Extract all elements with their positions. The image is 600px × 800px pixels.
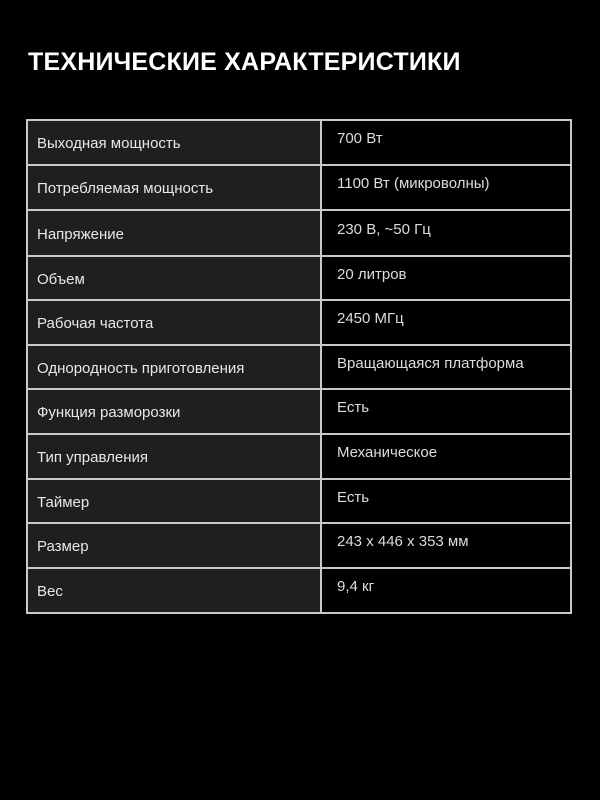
- spec-label-cell: [27, 120, 321, 165]
- spec-label: Однородность приготовления: [37, 359, 245, 377]
- spec-value: 20 литров: [337, 265, 407, 283]
- spec-label: Вес: [37, 583, 63, 600]
- spec-label-cell: [27, 523, 321, 568]
- spec-label-cell: [27, 210, 321, 256]
- spec-label-cell: [27, 165, 321, 210]
- spec-label: Функция разморозки: [37, 404, 181, 421]
- spec-label: Таймер: [37, 493, 90, 511]
- spec-value: 230 В, ~50 Гц: [337, 220, 431, 238]
- spec-label: Размер: [37, 538, 89, 555]
- spec-value: Механическое: [337, 444, 438, 461]
- table-row: [27, 479, 571, 523]
- spec-label: Рабочая частота: [37, 315, 154, 332]
- table-row: [27, 210, 571, 256]
- spec-value-cell: [321, 434, 571, 479]
- spec-label-cell: [27, 300, 321, 345]
- spec-value: 2450 МГц: [337, 310, 404, 327]
- specifications-table: [26, 119, 572, 614]
- spec-label-cell: [27, 568, 321, 613]
- table-row: [27, 345, 571, 389]
- spec-value-cell: [321, 479, 571, 523]
- spec-value: 700 Вт: [337, 130, 383, 147]
- table-row: [27, 165, 571, 210]
- spec-value: 243 x 446 x 353 мм: [337, 533, 469, 550]
- spec-value: Есть: [337, 488, 370, 506]
- spec-value: 1100 Вт (микроволны): [337, 175, 490, 192]
- table-row: [27, 300, 571, 345]
- spec-label-cell: [27, 479, 321, 523]
- table-row: [27, 120, 571, 165]
- spec-value-cell: [321, 345, 571, 389]
- spec-label-cell: [27, 345, 321, 389]
- table-row: [27, 256, 571, 300]
- spec-value: Есть: [337, 399, 370, 416]
- spec-value-cell: [321, 389, 571, 434]
- spec-label: Потребляемая мощность: [37, 180, 214, 197]
- spec-label: Объем: [37, 270, 85, 288]
- spec-label-cell: [27, 434, 321, 479]
- spec-value: 9,4 кг: [337, 578, 375, 595]
- page-title: ТЕХНИЧЕСКИЕ ХАРАКТЕРИСТИКИ: [28, 48, 461, 76]
- spec-label: Напряжение: [37, 225, 124, 243]
- spec-value-cell: [321, 120, 571, 165]
- spec-value-cell: [321, 523, 571, 568]
- spec-label: Тип управления: [37, 449, 148, 466]
- spec-value-cell: [321, 210, 571, 256]
- spec-value-cell: [321, 256, 571, 300]
- table-row: [27, 389, 571, 434]
- table-row: [27, 434, 571, 479]
- table-row: [27, 523, 571, 568]
- spec-value: Вращающаяся платформа: [337, 354, 524, 372]
- spec-value-cell: [321, 165, 571, 210]
- spec-label: Выходная мощность: [37, 135, 181, 152]
- table-row: [27, 568, 571, 613]
- spec-value-cell: [321, 300, 571, 345]
- spec-label-cell: [27, 256, 321, 300]
- spec-value-cell: [321, 568, 571, 613]
- spec-label-cell: [27, 389, 321, 434]
